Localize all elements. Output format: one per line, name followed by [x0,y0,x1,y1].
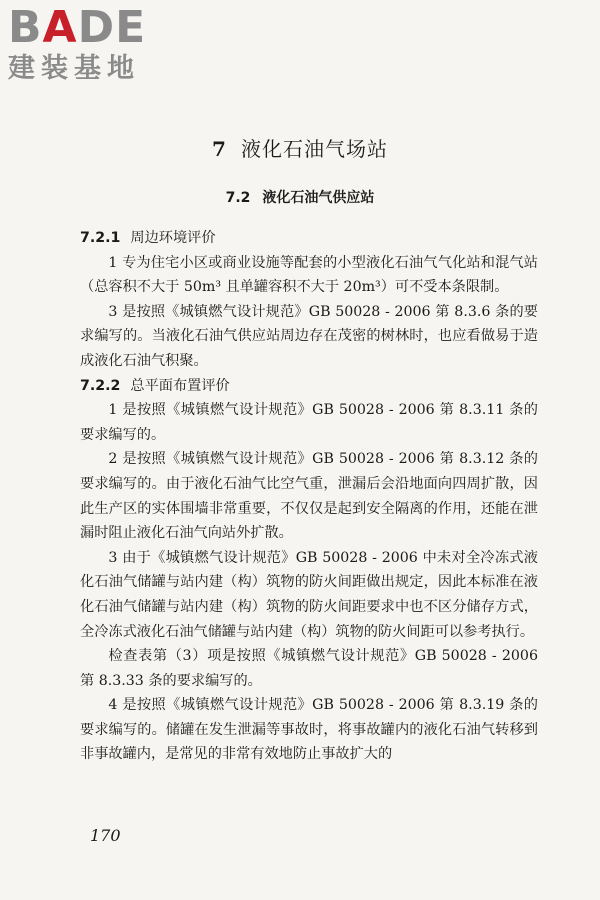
bade-logo [8,2,178,86]
clause-heading-text: 总平面布置评价 [130,377,230,394]
logo-subtitle: 建装基地 [8,53,140,84]
paragraph: 2 是按照《城镇燃气设计规范》GB 50028 - 2006 第 8.3.12 条的要求编写的。由于液化石油气比空气重，泄漏后会沿地面向四周扩散，因此生产区的实体围墙非常重要，不仅仅是起到安全隔离的作用，还能在泄漏时阻止液化石油气向站外扩散。 [80,451,538,542]
section-title [0,187,600,207]
clause-number: 7.2.2 [80,377,121,394]
paragraph: 1 是按照《城镇燃气设计规范》GB 50028 - 2006 第 8.3.11 条的要求编写的。 [80,402,538,443]
paragraph: 3 由于《城镇燃气设计规范》GB 50028 - 2006 中未对全冷冻式液化石油气储罐与站内建（构）筑物的防火间距做出规定，因此本标准在液化石油气储罐与站内建（构）筑物的防火间距要求中也不区分储存方式，全冷冻式液化石油气储罐与站内建（构）筑物的防火间距可以参考执行。 [80,549,538,640]
clause-heading [80,374,538,399]
paragraph: 检查表第（3）项是按照《城镇燃气设计规范》GB 50028 - 2006 第 8.3.33 条的要求编写的。 [80,648,538,689]
page-number: 170 [90,826,121,845]
paragraph: 3 是按照《城镇燃气设计规范》GB 50028 - 2006 第 8.3.6 条的要求编写的。当液化石油气供应站周边存在茂密的树林时，也应看做易于造成液化石油气积聚。 [80,303,538,369]
body-text [80,226,538,767]
chapter-title-text: 液化石油气场站 [240,137,388,161]
clause-heading-text: 周边环境评价 [130,230,216,246]
section-title-text: 液化石油气供应站 [262,190,375,206]
chapter-number: 7 [212,137,227,161]
logo-mark: BADE [8,2,147,53]
clause-heading [80,226,538,251]
paragraph: 1 专为住宅小区或商业设施等配套的小型液化石油气气化站和混气站（总容积不大于 50m³ 且单罐容积不大于 20m³）可不受本条限制。 [80,254,538,296]
chapter-title [0,133,600,162]
clause-number: 7.2.1 [80,230,121,246]
section-number: 7.2 [225,190,251,206]
paragraph: 4 是按照《城镇燃气设计规范》GB 50028 - 2006 第 8.3.19 条的要求编写的。储罐在发生泄漏等事故时，将事故罐内的液化石油气转移到非事故罐内，是常见的非常有效地防止事故扩大的 [80,697,538,763]
